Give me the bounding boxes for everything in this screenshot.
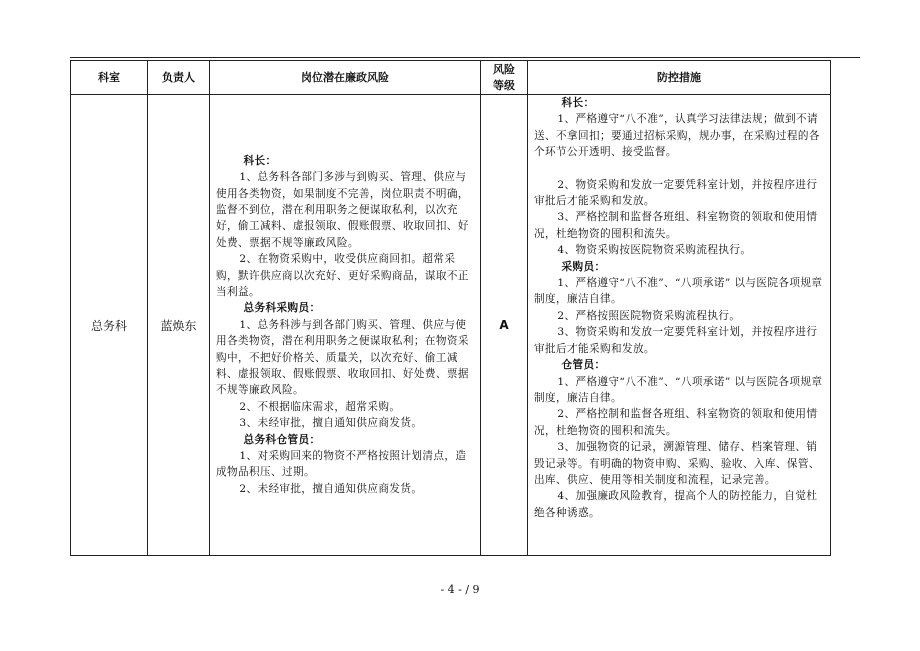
risk-item: 1、总务科涉与到各部门购买、管理、供应与使用各类物资，潜在利用职务之便谋取私利；在物资采购中，不把好价格关、质量关，以次充好、偷工减料、虚报领取、假账假票、收取回扣、好处费、票据不规等廉政风险。 <box>216 318 469 397</box>
risk-item: 2、在物资采购中，收受供应商回扣。超常采购，默许供应商以次充好、更好采购商品，谋取不正当利益。 <box>216 253 469 298</box>
risk-item: 2、未经审批，擅自通知供应商发货。 <box>239 482 423 495</box>
header-person: 负责人 <box>148 61 210 95</box>
page-number: - 4 - / 9 <box>440 583 480 596</box>
header-risk: 岗位潜在廉政风险 <box>210 61 481 95</box>
header-measures: 防控措施 <box>528 61 831 95</box>
risk-grade-cell: A <box>481 95 528 556</box>
header-grade-line2: 等级 <box>493 78 515 92</box>
measure-item: 4、加强廉政风险教育，提高个人的防控能力，自觉杜绝各种诱惑。 <box>534 490 818 519</box>
measure-item: 3、物资采购和发放一定要凭科室计划，并按程序进行审批后才能采购和发放。 <box>534 326 818 355</box>
header-grade-line1: 风险 <box>493 62 515 76</box>
measure-heading-warehouse: 仓管员： <box>561 359 606 372</box>
measure-item: 2、严格控制和监督各班组、科室物资的领取和使用情况，杜绝物资的囤积和流失。 <box>534 408 818 437</box>
measure-item: 4、物资采购按医院物资采购流程执行。 <box>557 244 752 257</box>
header-grade <box>481 61 528 95</box>
table-header-row <box>71 61 831 95</box>
measure-item: 1、严格遵守“八不准”、“八项承诺” 以与医院各项规章制度，廉洁自律。 <box>534 277 823 306</box>
table-row <box>71 95 831 556</box>
header-dept: 科室 <box>71 61 148 95</box>
measure-item: 2、严格按照医院物资采购流程执行。 <box>557 309 741 322</box>
top-rule <box>70 57 860 58</box>
measure-item: 3、加强物资的记录，溯源管理、储存、档案管理、销毁记录等。有明确的物资申购、采购、验收、入库、保管、出库、供应、使用等相关制度和流程，记录完善。 <box>534 441 820 486</box>
risk-heading-purchaser: 总务科采购员： <box>243 302 321 315</box>
risk-item: 1、总务科各部门多涉与到购买、管理、供应与使用各类物资，如果制度不完善，岗位职责不明确，监督不到位，潜在利用职务之便谋取私利，以次充好，偷工减料、虚报领取、假账假票、收取回扣、好处费、票据不规等廉政风险。 <box>216 171 469 249</box>
risk-control-table <box>70 60 831 556</box>
measure-item: 1、严格遵守“八不准”、“八项承诺” 以与医院各项规章制度，廉洁自律。 <box>534 375 823 404</box>
measure-item: 1、严格遵守“八不准”，认真学习法律法规；做到不请送、不拿回扣；要通过招标采购，规办事，在采购过程的各个环节公开透明、接受监督。 <box>534 113 820 159</box>
paragraph-gap <box>534 161 828 177</box>
risk-item: 3、未经审批，擅自通知供应商发货。 <box>239 417 423 430</box>
risk-heading-warehouse: 总务科仓管员： <box>243 433 321 446</box>
measures-cell <box>528 95 831 556</box>
person-cell: 蓝焕东 <box>148 95 210 556</box>
risk-item: 1、对采购回来的物资不严格按照计划清点，造成物品积压、过期。 <box>216 450 467 479</box>
risk-item: 2、不根据临床需求，超常采购。 <box>239 400 401 413</box>
measure-heading-purchaser: 采购员： <box>561 260 606 273</box>
measure-heading-director: 科长： <box>561 97 595 109</box>
risk-heading-director: 科长： <box>243 154 277 167</box>
dept-cell: 总务科 <box>71 95 148 556</box>
risk-cell <box>210 95 481 556</box>
measure-item: 3、严格控制和监督各班组、科室物资的领取和使用情况，杜绝物资的囤积和流失。 <box>534 211 818 240</box>
measure-item: 2、物资采购和发放一定要凭科室计划，并按程序进行审批后才能采购和发放。 <box>534 178 818 208</box>
